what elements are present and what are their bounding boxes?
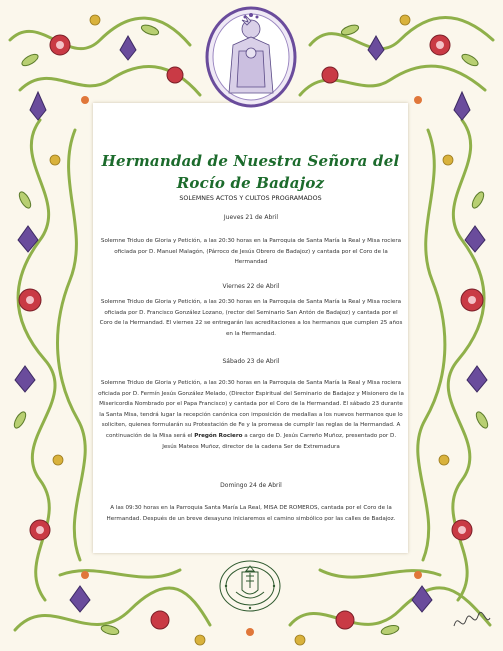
section-text-sunday: A las 09:30 horas en la Parroquia Santa María La Real, MISA DE ROMEROS, cantada por el Coro de la Hermandad. Después de un breve desayuno iniciaremos el camino simbólico por las calles de Badajoz. — [106, 505, 396, 522]
day-heading-saturday: Sábado 23 de Abril — [222, 358, 280, 365]
title-line-1: Hermandad de Nuestra Señora del — [101, 152, 400, 170]
saturday-text-after: a cargo de D. Jesús Carreño Muñoz, presentado por D. Jesús Mateos Muñoz, director de la cadena Ser de Extremadura — [162, 432, 397, 450]
section-text-friday: Solemne Triduo de Gloria y Petición, a las 20:30 horas en la Parroquia de Santa María la Real y Misa rociera oficiada por D. Francisco González Lozano, (rector del Seminario San Antón de Badajoz) y cantada por el Coro de la Hermandad. El viernes 22 se entregarán las acreditaciones a los hermanos que cumplen 25 años en la Hermandad. — [99, 299, 403, 337]
saturday-text-bold: Pregón Rociero — [194, 432, 243, 439]
saturday-text-before: Solemne Triduo de Gloria y Petición, a las 20:30 horas en la Parroquia de Santa María la Real y Misa rociera oficiada por D. Fermín Jesús González Melado, (Director Espiritual del Seminario de Badajoz y Misionero de la Misericordia Nombrado por el Papa Francisco) y cantada por el Coro de la Hermandad. El sábado 23 durante la Santa Misa, tendrá lugar la recepción canónica con imposición de medallas a los nuevos hermanos que lo soliciten, quienes formularán su Protestación de Fe y la promesa de cumplir las reglas de la Hermandad. A continuación de la Misa será el — [98, 380, 404, 439]
section-text-saturday — [98, 378, 404, 452]
day-heading-friday: Viernes 22 de Abril — [222, 283, 280, 290]
subtitle: SOLEMNES ACTOS Y CULTOS PROGRAMADOS — [179, 195, 322, 202]
section-text-thursday: Solemne Triduo de Gloria y Petición, a las 20:30 horas en la Parroquia de Santa María la Real y Misa rociera oficiada por D. Manuel Malagón, (Párroco de Jesús Obrero de Badajoz) y cantada por el Coro de la Hermandad — [100, 238, 402, 266]
virgin-medallion-icon — [203, 5, 299, 109]
day-heading-thursday: Jueves 21 de Abril — [223, 214, 279, 221]
day-heading-sunday: Domingo 24 de Abril — [220, 482, 282, 489]
title-line-2: Rocío de Badajoz — [176, 174, 325, 192]
hermandad-seal-icon — [216, 558, 284, 614]
artist-signature — [450, 606, 494, 636]
